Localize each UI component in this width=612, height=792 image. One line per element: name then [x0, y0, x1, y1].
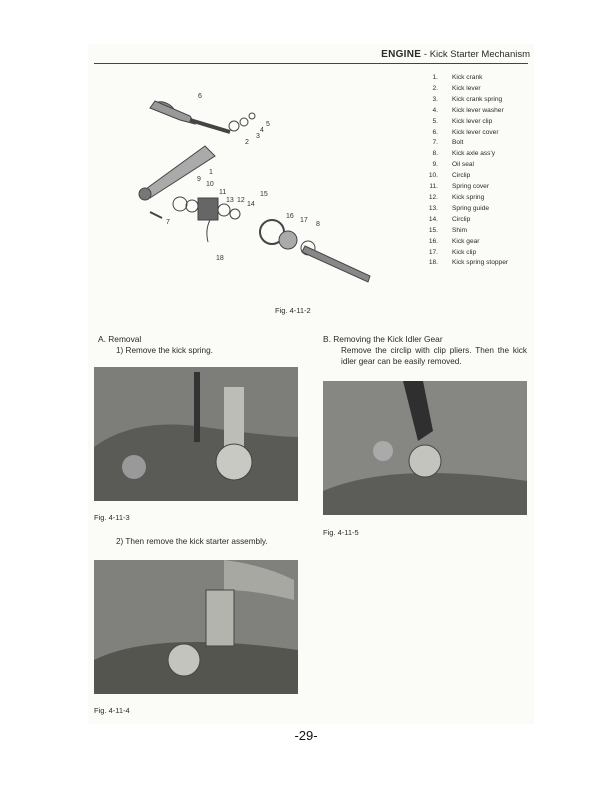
kick-axle-part [150, 197, 370, 282]
section-b-text: Remove the circlip with clip pliers. Then the kick idler gear can be easily removed. [341, 346, 527, 366]
diagram-label: 2 [245, 139, 249, 146]
kick-lever-part [150, 99, 255, 132]
parts-list-item: 7. Bolt [432, 139, 464, 147]
parts-list-item: 4. Kick lever washer [432, 106, 504, 114]
diagram-label: 10 [206, 181, 214, 188]
parts-list-item: 16. Kick gear [428, 237, 480, 245]
photo-kick-spring-removal [94, 367, 298, 501]
figure-caption: Fig. 4-11-2 [275, 306, 311, 315]
diagram-label: 6 [198, 93, 202, 100]
page-number: -29- [294, 728, 318, 743]
figure-caption: Fig. 4-11-5 [323, 528, 359, 537]
parts-list-item: 17. Kick clip [428, 248, 477, 256]
diagram-label: 9 [197, 176, 201, 183]
diagram-label: 5 [266, 121, 270, 128]
diagram-label: 15 [260, 191, 268, 198]
parts-list-item: 5. Kick lever clip [432, 117, 493, 125]
parts-list [426, 73, 508, 269]
section-a-title: A. Removal [98, 334, 142, 344]
photo-kick-starter-assembly-removal [94, 560, 298, 694]
parts-list-item: 13. Spring guide [428, 204, 490, 212]
header-rule [94, 63, 528, 64]
page-header [381, 49, 530, 60]
section-a-step1: 1) Remove the kick spring. [116, 346, 213, 355]
diagram-label: 8 [316, 221, 320, 228]
kick-crank-part [139, 146, 215, 200]
diagram-label: 7 [166, 219, 170, 226]
section-b-title: B. Removing the Kick Idler Gear [323, 334, 443, 344]
parts-list-item: 18. Kick spring stopper [428, 259, 509, 267]
parts-list-item: 2. Kick lever [432, 84, 481, 92]
diagram-label: 16 [286, 213, 294, 220]
figure-caption: Fig. 4-11-3 [94, 513, 130, 522]
parts-list-item: 12. Kick spring [428, 193, 485, 201]
header-section: ENGINE [381, 49, 422, 60]
diagram-label: 4 [260, 127, 264, 134]
section-a-step2: 2) Then remove the kick starter assembly. [116, 537, 268, 546]
parts-list-item: 8. Kick axle ass'y [432, 150, 496, 158]
parts-list-item: 14. Circlip [428, 215, 471, 223]
parts-list-item: 3. Kick crank spring [432, 95, 503, 103]
parts-list-item: 15. Shim [428, 226, 468, 234]
diagram-label: 12 [237, 197, 245, 204]
photo-kick-idler-gear-removal [323, 381, 527, 515]
header-subtitle: - Kick Starter Mechanism [421, 49, 530, 60]
diagram-label: 17 [300, 217, 308, 224]
parts-list-item: 6. Kick lever cover [432, 128, 499, 136]
diagram-label: 1 [209, 169, 213, 176]
parts-list-item: 9. Oil seal [432, 161, 474, 169]
diagram-label: 3 [256, 133, 260, 140]
exploded-diagram [120, 86, 380, 286]
parts-list-item: 10. Circlip [428, 172, 471, 180]
diagram-label: 18 [216, 255, 224, 262]
diagram-label: 14 [247, 201, 255, 208]
parts-list-item: 1. Kick crank [432, 74, 483, 81]
diagram-label: 13 [226, 197, 234, 204]
parts-list-item: 11. Spring cover [429, 183, 490, 191]
diagram-label: 11 [219, 189, 227, 196]
figure-caption: Fig. 4-11-4 [94, 706, 130, 715]
